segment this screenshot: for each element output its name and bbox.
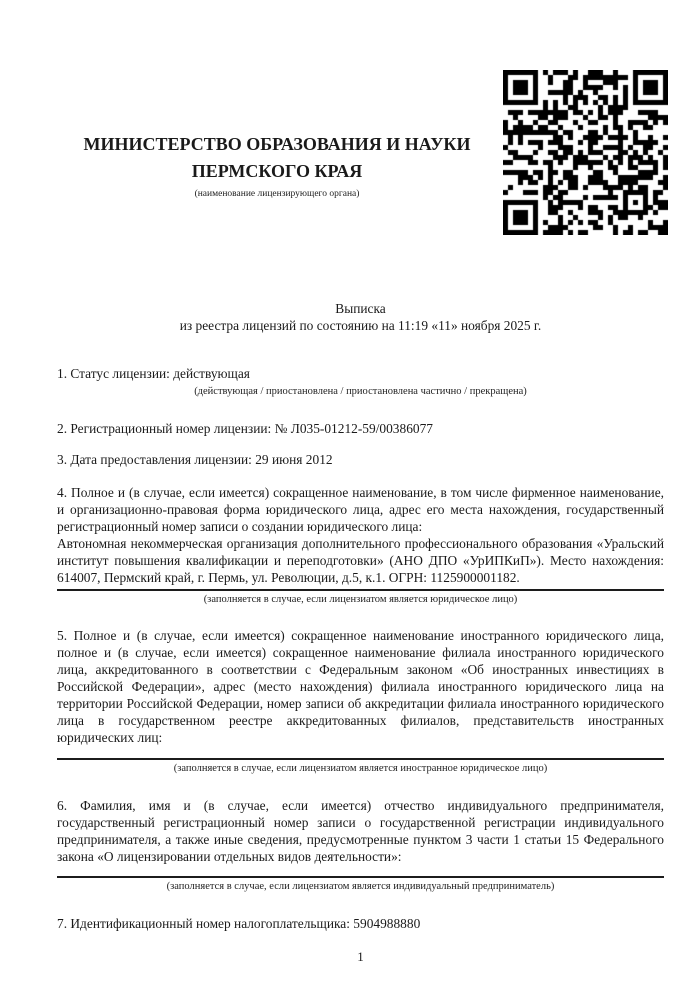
document-body [57,300,664,965]
item-grant-date: 3. Дата предоставления лицензии: 29 июня 2012 [57,452,333,467]
item-license-status: 1. Статус лицензии: действующая [57,366,250,381]
item-legal-entity-answer: Автономная некоммерческая организация дополнительного профессионального образования «Уральский институт повышения квалификации и переподготовки» (АНО ДПО «УрИПКиП»). Место нахождения: 614007, Пермский край, г. Пермь, ул. Революции, д.5, к.1. ОГРН: 1125900001182. [57,536,664,585]
page-number: 1 [357,949,364,964]
item-registration-number: 2. Регистрационный номер лицензии: № Л035-01212-59/00386077 [57,421,433,436]
document-title-line2: из реестра лицензий по состоянию на 11:19 «11» ноября 2025 г. [179,318,542,333]
licensing-authority-name-line2: ПЕРМСКОГО КРАЯ [191,161,363,181]
item-entrepreneur-question: 6. Фамилия, имя и (в случае, если имеется) отчество индивидуального предпринимателя, государственный регистрационный номер записи о государственной регистрации индивидуального предпринимателя, а также иные сведения, предусмотренные пунктом 3 части 1 статьи 15 Федерального закона «О лицензировании отдельных видов деятельности»: [57,798,664,864]
item-foreign-entity-caption: (заполняется в случае, если лицензиатом является иностранное юридическое лицо) [173,763,548,774]
separator-foreign-entity [57,758,664,760]
item-foreign-entity-question: 5. Полное и (в случае, если имеется) сокращенное наименование иностранного юридического лица, полное и (в случае, если имеется) сокращенное наименование филиала иностранного юридического лица, аккредитованного в соответствии с Федеральным законом «Об иностранных инвестициях в Российской Федерации», адрес (место нахождения) филиала иностранного юридического лица на территории Российской Федерации, номер записи об аккредитации филиала иностранного юридического лица в государственном реестре аккредитованных филиалов, представительств иностранных юридических лиц: [57,628,664,745]
qr-code-icon [503,70,668,235]
item-taxpayer-number: 7. Идентификационный номер налогоплательщика: 5904988880 [57,916,421,931]
separator-entrepreneur [57,876,664,878]
item-legal-entity-caption: (заполняется в случае, если лицензиатом является юридическое лицо) [203,594,518,605]
licensing-authority-name-line1: МИНИСТЕРСТВО ОБРАЗОВАНИЯ И НАУКИ [83,134,471,154]
item-license-status-caption: (действующая / приостановлена / приостановлена частично / прекращена) [194,386,527,397]
licensing-authority-header [57,131,497,200]
item-legal-entity-question: 4. Полное и (в случае, если имеется) сокращенное наименование, в том числе фирменное наименование, и организационно-правовая форма юридического лица, адрес его места нахождения, государственный регистрационный номер записи о создании юридического лица: [57,485,664,534]
document-title-line1: Выписка [335,301,386,316]
licensing-authority-caption: (наименование лицензирующего органа) [194,189,360,199]
item-entrepreneur-caption: (заполняется в случае, если лицензиатом является индивидуальный предприниматель) [166,881,555,892]
separator-legal-entity [57,589,664,591]
